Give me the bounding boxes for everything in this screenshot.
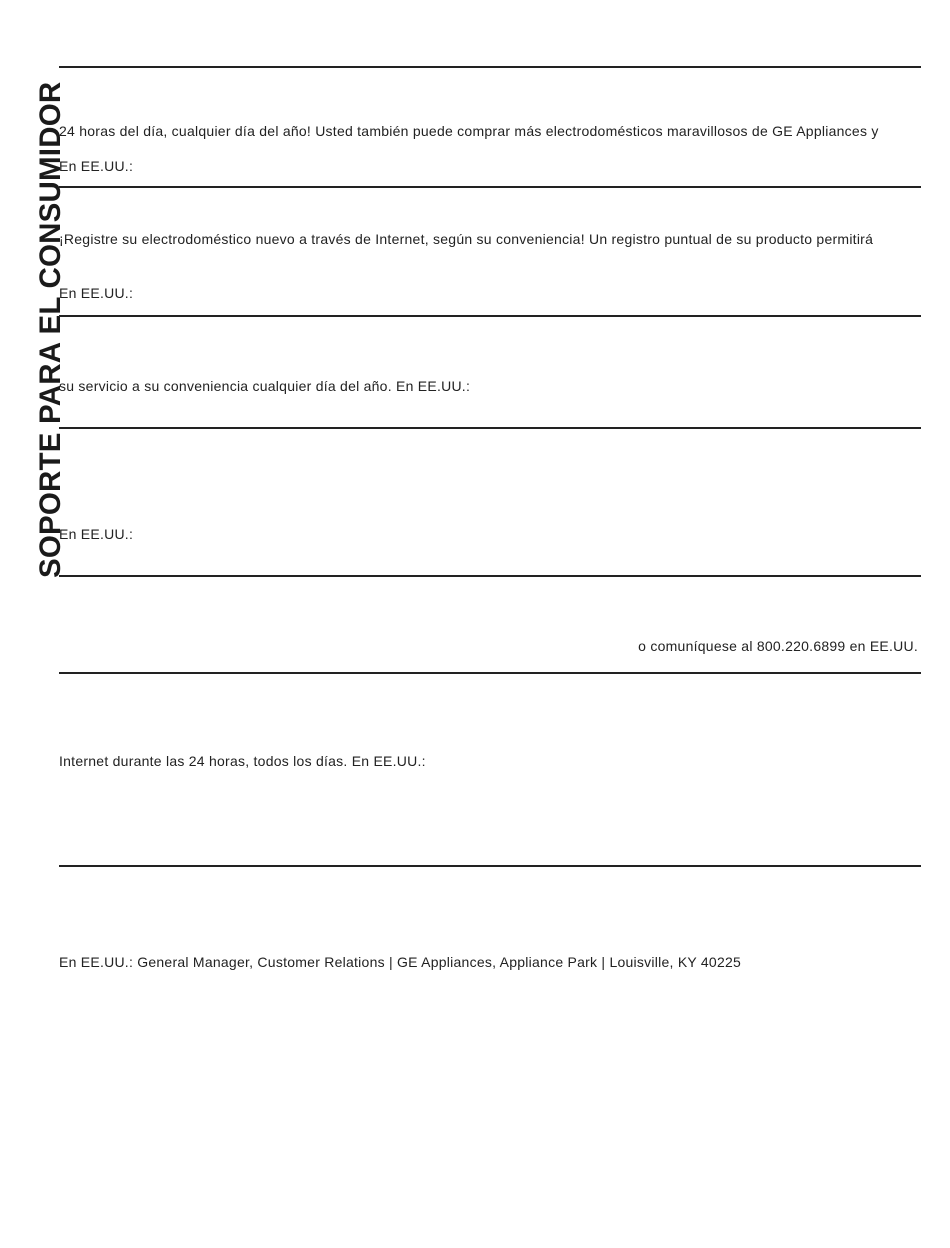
divider — [59, 315, 921, 317]
divider — [59, 186, 921, 188]
divider — [59, 865, 921, 867]
section-text: o comuníquese al 800.220.6899 en EE.UU. — [638, 638, 918, 654]
section-text: Internet durante las 24 horas, todos los días. En EE.UU.: — [59, 753, 426, 769]
section-text: 24 horas del día, cualquier día del año! Usted también puede comprar más electrodomésticos maravillosos de GE Appliances y — [59, 123, 879, 139]
divider — [59, 575, 921, 577]
divider — [59, 66, 921, 68]
section-text: ¡Registre su electrodoméstico nuevo a través de Internet, según su conveniencia! Un registro puntual de su producto permitirá — [59, 231, 874, 247]
divider — [59, 427, 921, 429]
section-text: En EE.UU.: — [59, 158, 134, 174]
section-text: En EE.UU.: — [59, 526, 134, 542]
section-text: En EE.UU.: General Manager, Customer Relations | GE Appliances, Appliance Park | Louisville, KY 40225 — [59, 954, 742, 970]
divider — [59, 672, 921, 674]
side-title: SOPORTE PARA EL CONSUMIDOR — [34, 81, 67, 578]
section-text: su servicio a su conveniencia cualquier día del año. En EE.UU.: — [59, 378, 471, 394]
section-text: En EE.UU.: — [59, 285, 134, 301]
